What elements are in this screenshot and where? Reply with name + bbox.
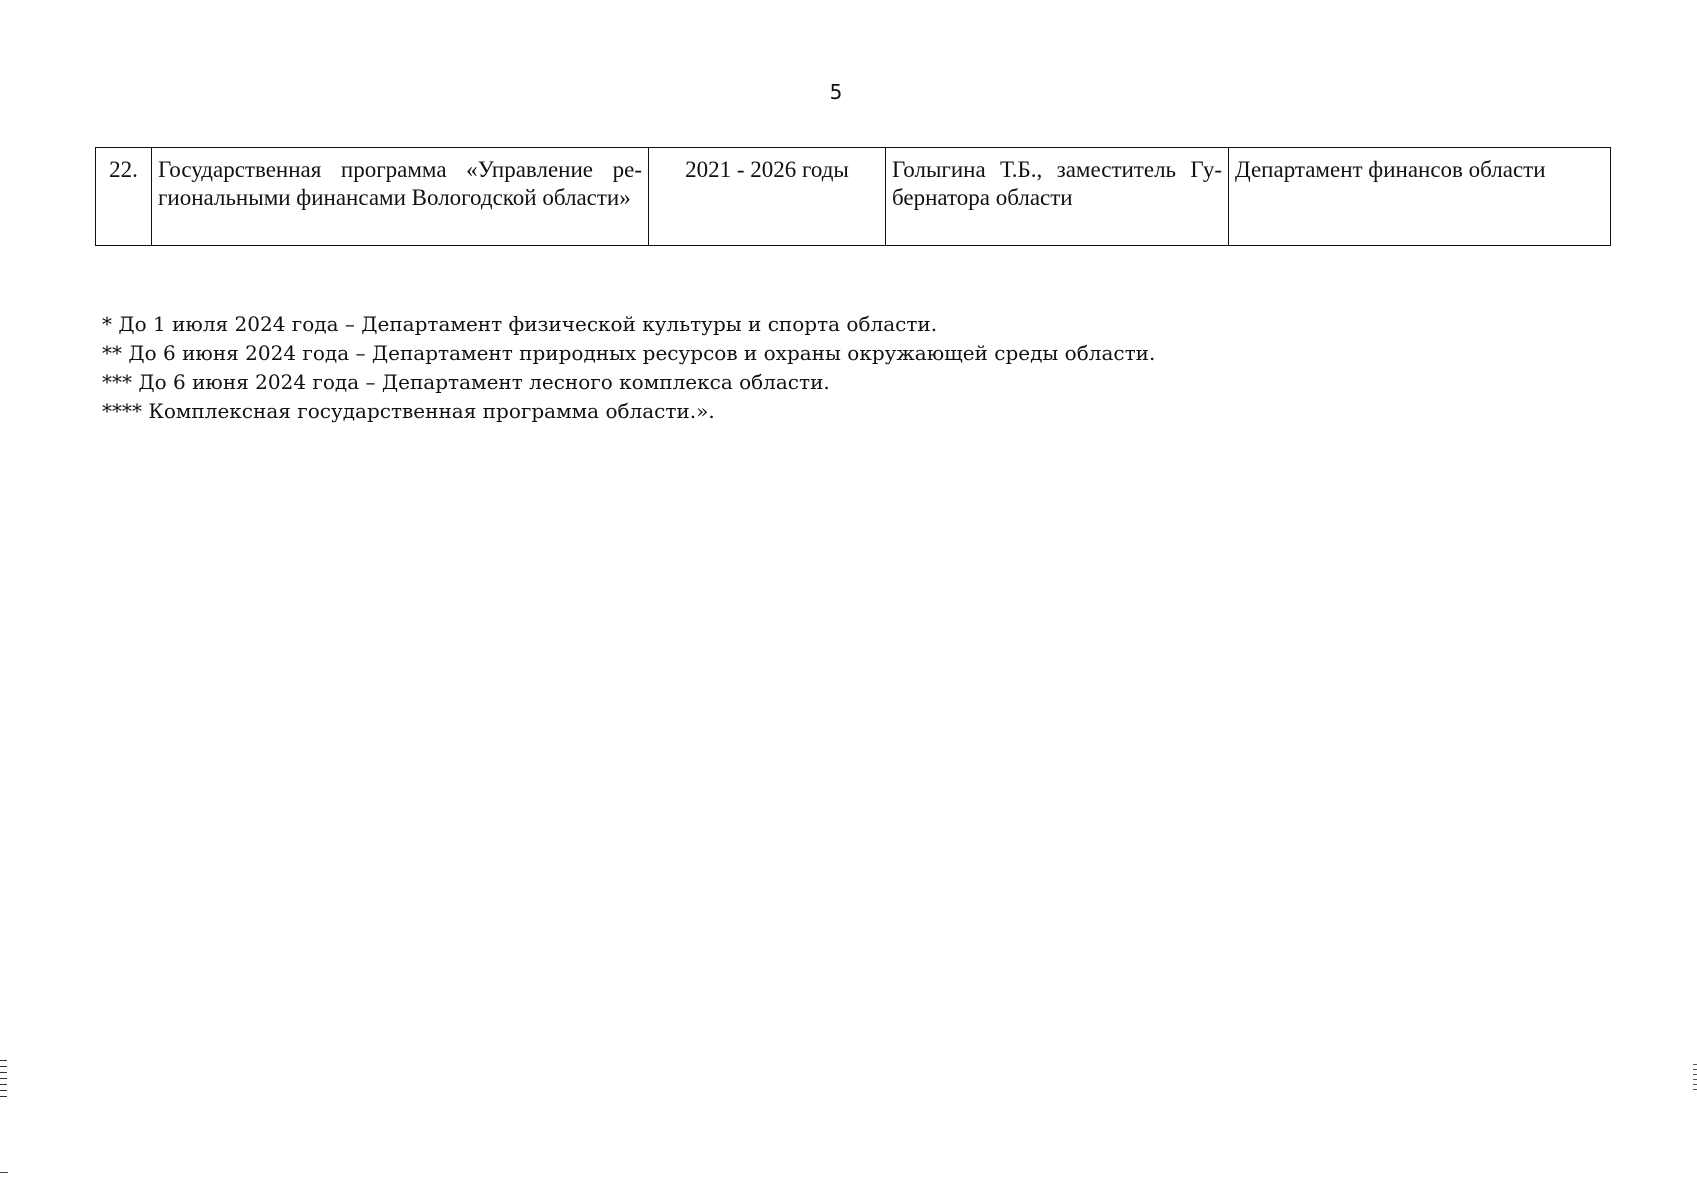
scan-edge-mark bbox=[1693, 1064, 1697, 1094]
executor-cell: Департамент финансов области bbox=[1229, 148, 1611, 246]
footnote-3: *** До 6 июня 2024 года – Департамент лесного комплекса области. bbox=[102, 370, 830, 394]
program-table bbox=[95, 147, 1611, 246]
program-name-cell: Государственная программа «Управление региональными финансами Вологодской области» bbox=[152, 148, 649, 246]
table-row bbox=[96, 148, 1611, 246]
curator-cell: Голыгина Т.Б., заместитель Губернатора области bbox=[886, 148, 1229, 246]
footnotes bbox=[102, 310, 1155, 426]
footnote-4: **** Комплексная государственная программа области.». bbox=[102, 399, 715, 423]
row-number-cell: 22. bbox=[96, 148, 152, 246]
page-number: 5 bbox=[829, 80, 843, 104]
footnote-2: ** До 6 июня 2024 года – Департамент природных ресурсов и охраны окружающей среды области. bbox=[102, 341, 1156, 365]
footnote-1: * До 1 июля 2024 года – Департамент физической культуры и спорта области. bbox=[102, 312, 938, 336]
scan-edge-mark bbox=[0, 1060, 7, 1098]
period-cell: 2021 - 2026 годы bbox=[649, 148, 886, 246]
scan-edge-mark bbox=[0, 1172, 8, 1173]
